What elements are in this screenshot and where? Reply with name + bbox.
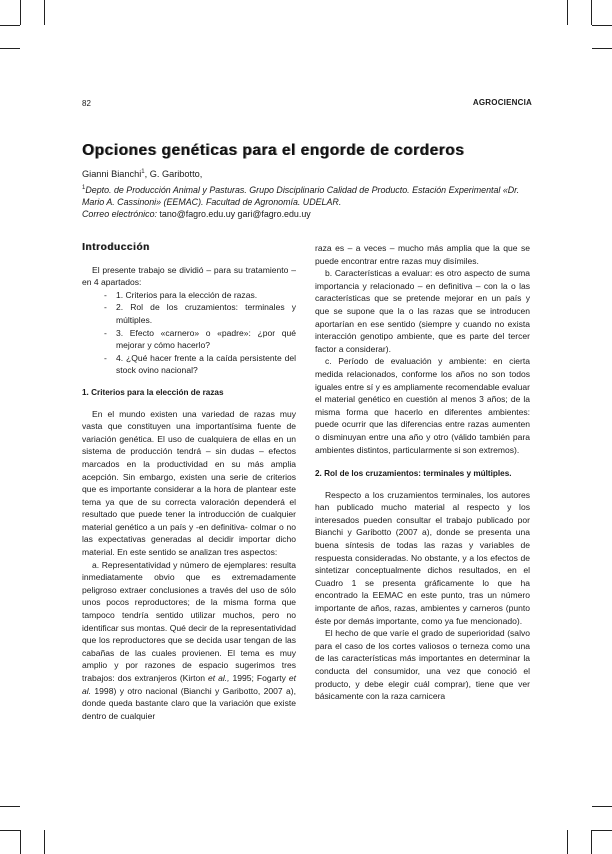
crop-mark — [592, 48, 612, 49]
paragraph-text: 1995; Fogarty — [229, 673, 289, 683]
page-number: 82 — [82, 99, 91, 108]
paragraph-characteristics: b. Características a evaluar: es otro aspecto de suma importancia y relacionado – en definitiva – con la o las características que se pretende mejorar en un país y que se supone que la o las razas que se introducen aportarían en ese sentido (siempre y cuando no exista interacción genotipo ambiente, que es parte del tercer factor a considerar). — [315, 268, 530, 354]
list-item-text: 2. Rol de los cruzamientos: terminales y múltiples. — [116, 302, 296, 325]
intro-heading: Introducción — [82, 242, 150, 253]
journal-running-head: AGROCIENCIA — [472, 98, 532, 107]
crop-mark — [44, 830, 45, 854]
crop-mark — [592, 830, 612, 831]
email-addresses: tano@fagro.edu.uy gari@fagro.edu.uy — [156, 209, 311, 220]
list-item — [82, 352, 296, 377]
affiliation-text: Depto. de Producción Animal y Pasturas. Grupo Disciplinario Calidad de Producto. Estación Experimental «Dr. Mario A. Cassinoni» (EEMAC). Facultad de Agronomía. UDELAR. — [82, 184, 520, 208]
list-dash: - — [104, 289, 107, 300]
author-first: Gianni Bianchi — [82, 169, 142, 180]
section1-paragraph-2 — [82, 559, 296, 723]
crop-mark — [0, 48, 20, 49]
crop-mark — [44, 0, 45, 25]
list-dash: - — [104, 352, 107, 363]
crop-mark — [567, 0, 568, 25]
crop-mark — [0, 806, 20, 807]
section1-heading: 1. Criterios para la elección de razas — [82, 387, 224, 397]
list-item-text: 3. Efecto «carnero» o «padre»: ¿por qué mejorar y cómo hacerlo? — [116, 327, 296, 351]
intro-paragraph: El presente trabajo se dividió – para su tratamiento – en 4 apartados: — [82, 264, 296, 288]
paragraph-continuation: raza es – a veces – mucho más amplia que la que se puede encontrar entre razas muy disímiles. — [315, 243, 530, 266]
paragraph-text: 1998) y otro nacional (Bianchi y Garibotto, 2007 a), donde queda bastante claro que la variación que existe dentro de cualquier — [82, 685, 296, 721]
list-item — [82, 289, 296, 302]
crop-mark — [591, 0, 592, 25]
author-rest: , G. Garibotto, — [144, 169, 203, 180]
crop-mark — [567, 830, 568, 854]
paragraph-superiority: El hecho de que varíe el grado de superioridad (salvo para el caso de los cortes valiosos o terneza como una de las características más importantes en determinar la conducta del consumidor, una vez que conoció el producto, y debe elegir cuál comprar), tiene que ver básicamente con la raza carnicera — [315, 628, 530, 702]
affiliation-block — [82, 182, 532, 221]
paragraph-text: a. Representatividad y número de ejemplares: resulta inmediatamente obvio que es extremadamente peligroso extraer conclusiones a través del uso de sólo unos pocos reproductores; de la misma forma que tampoco tendría sentido utilizar muchos, pero no identificar sus montas. Qué decir de la representatividad que los reproductores que se decida usar tengan de las cabañas de las cuales provienen. El tema es muy amplio y por razones de espacio sugerimos tres trabajos: dos extranjeros (Kirton — [82, 559, 296, 683]
paragraph-terminal-crosses: Respecto a los cruzamientos terminales, los autores han publicado mucho material al respecto y los interesados pueden consultar el trabajo publicado por Bianchi y Garibotto (2007 a), donde se presenta una buena síntesis de todas las razas y variables de respuesta consideradas. No obstante, y a los efectos de sintetizar conceptualmente dichos resultados, en el Cuadro 1 se presenta gráficamente lo que ha encontrado la EEMAC en este punto, tras un número importante de años, razas, ambientes y carneros (punto éste por demás importante, como ya fue mencionado). — [315, 489, 530, 626]
list-dash: - — [104, 327, 107, 338]
author-affiliation-marker: 1 — [141, 169, 145, 175]
citation-et-al: et al., — [207, 673, 230, 683]
email-label: Correo electrónico: — [82, 209, 157, 220]
list-item-text: 1. Criterios para la elección de razas. — [116, 289, 258, 300]
paragraph-evaluation-period: c. Período de evaluación y ambiente: en cierta medida relacionados, conforme los años no son todos iguales entre sí y es ampliamente recomendable evaluar el material genético en cuestión al menos 3 años; de la misma forma que hacerlo en diferentes ambientes: puede ocurrir que las diferencias entre razas aumenten o disminuyan entre una año y otro (válido también para ambientes distintos, particularmente si son extremos). — [315, 356, 530, 455]
list-dash: - — [104, 302, 107, 313]
crop-mark — [0, 25, 20, 26]
right-column — [315, 242, 530, 703]
left-column — [82, 242, 296, 722]
list-item — [82, 327, 296, 352]
crop-mark — [592, 806, 612, 807]
crop-mark — [0, 830, 20, 831]
author-line — [82, 169, 202, 179]
crop-mark — [591, 830, 592, 854]
list-item — [82, 301, 296, 326]
crop-mark — [20, 830, 21, 854]
crop-mark — [592, 25, 612, 26]
topics-list — [82, 289, 296, 377]
article-title: Opciones genéticas para el engorde de corderos — [82, 142, 465, 159]
crop-mark — [20, 0, 21, 25]
list-item-text: 4. ¿Qué hacer frente a la caída persistente del stock ovino nacional? — [116, 352, 296, 376]
citation-et-al: et al. — [82, 673, 296, 696]
section1-paragraph-1: En el mundo existen una variedad de razas muy vasta que constituyen una importantísima fuente de variación genética. El uso de cualquiera de ellas en un sistema de producción tendrá – sin dudas – efectos marcados en la productividad en su más amplia acepción. Sin embargo, existen una serie de criterios que es importante considerar a la hora de plantear este tema ya que de su correcta valoración dependerá el resultado que puede tener la introducción de cualquier material genético a un país y -en definitiva- colmar o no las expectativas generadas al decidir importar dicho material. En este sentido se analizan tres aspectos: — [82, 408, 296, 558]
section2-heading: 2. Rol de los cruzamientos: terminales y múltiples. — [315, 469, 512, 479]
affiliation-marker: 1 — [82, 185, 86, 191]
